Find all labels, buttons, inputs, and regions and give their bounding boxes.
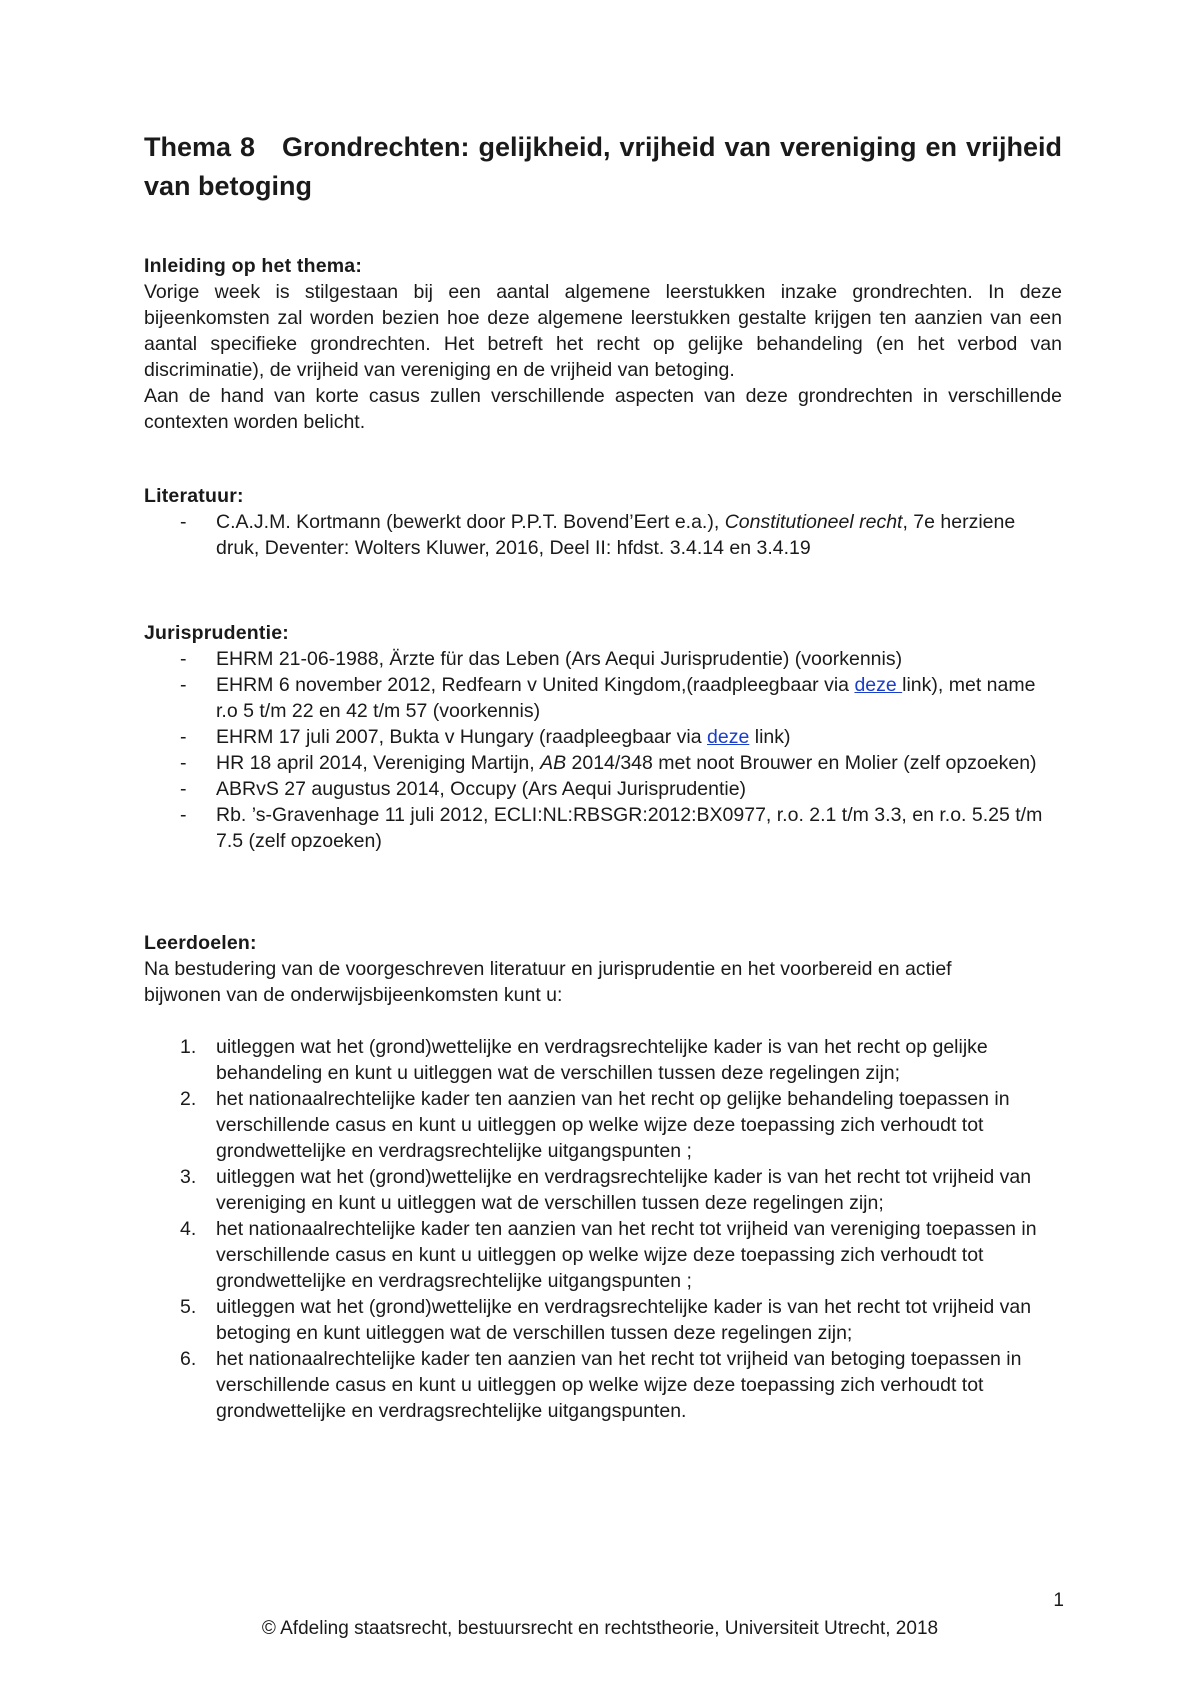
list-item [144, 646, 1062, 672]
redfearn-link[interactable]: deze [854, 674, 903, 696]
list-item [144, 1294, 1062, 1346]
list-item [144, 1164, 1062, 1216]
page-number: 1 [1053, 1590, 1064, 1611]
case-law-section [144, 620, 1062, 854]
list-number: 1. [180, 1036, 197, 1058]
intro-paragraph-1: Vorige week is stilgestaan bij een aantal algemene leerstukken inzake grondrechten. In deze bijeenkomsten zal worden bezien hoe deze algemene leerstukken gestalte krijgen ten aanzien van een aantal specifieke grondrechten. Het betreft het recht op gelijke behandeling (en het verbod van discriminatie), de vrijheid van vereniging en de vrijheid van betoging. [144, 281, 1062, 381]
case-text: EHRM 21-06-1988, Ärzte für das Leben (Ars Aequi Jurisprudentie) (voorkennis) [216, 648, 903, 670]
case-text-rest: 2014/348 met noot Brouwer en Molier (zelf opzoeken) [566, 752, 1037, 774]
book-title: Constitutioneel recht [724, 511, 903, 533]
list-item [144, 509, 1062, 561]
list-number: 3. [180, 1166, 197, 1188]
list-item [144, 802, 1062, 854]
list-number: 5. [180, 1296, 197, 1318]
goal-text: het nationaalrechtelijke kader ten aanzien van het recht tot vrijheid van vereniging toepassen in verschillende casus en kunt u uitleggen op welke wijze deze toepassing zich verhoudt tot grondwettelijke en verdragsrechtelijke uitgangspunten ; [216, 1218, 1037, 1292]
intro-paragraph-2: Aan de hand van korte casus zullen verschillende aspecten van deze grondrechten in verschillende contexten worden belicht. [144, 385, 1062, 433]
learning-goals-intro: Na bestudering van de voorgeschreven literatuur en jurisprudentie en het voorbereid en actief bijwonen van de onderwijsbijeenkomsten kunt u: [144, 958, 952, 1006]
case-text: ABRvS 27 augustus 2014, Occupy (Ars Aequi Jurisprudentie) [216, 778, 747, 800]
case-text: EHRM 6 november 2012, Redfearn v United Kingdom,(raadpleegbaar via [216, 674, 855, 696]
case-text: EHRM 17 juli 2007, Bukta v Hungary (raadpleegbaar via [216, 726, 708, 748]
learning-goals-list [144, 1034, 1062, 1424]
title-theme-subject: Grondrechten: gelijkheid, vrijheid van vereniging en vrijheid van betoging [144, 132, 1062, 201]
intro-heading: Inleiding op het thema: [144, 255, 363, 277]
case-law-heading: Jurisprudentie: [144, 622, 289, 644]
list-dash: - [180, 752, 187, 774]
learning-goals-heading: Leerdoelen: [144, 932, 257, 954]
goal-text: het nationaalrechtelijke kader ten aanzien van het recht op gelijke behandeling toepassen in verschillende casus en kunt u uitleggen op welke wijze deze toepassing zich verhoudt tot grondwettelijke en verdragsrechtelijke uitgangspunten ; [216, 1088, 1010, 1162]
list-item [144, 672, 1062, 724]
goal-text: uitleggen wat het (grond)wettelijke en verdragsrechtelijke kader is van het recht op gelijke behandeling en kunt u uitleggen wat de verschillen tussen deze regelingen zijn; [216, 1036, 988, 1084]
list-item [144, 750, 1062, 776]
list-number: 2. [180, 1088, 197, 1110]
literature-text-rest: , 7e herziene druk, Deventer: Wolters Kluwer, 2016, Deel II: hfdst. 3.4.14 en 3.4.19 [216, 511, 1016, 559]
case-law-list [144, 646, 1062, 854]
title-theme-number: Thema 8 [144, 132, 256, 162]
case-text: Rb. ’s-Gravenhage 11 juli 2012, ECLI:NL:RBSGR:2012:BX0977, r.o. 2.1 t/m 3.3, en r.o. 5.25 t/m 7.5 (zelf opzoeken) [216, 804, 1043, 852]
goal-text: uitleggen wat het (grond)wettelijke en verdragsrechtelijke kader is van het recht tot vrijheid van betoging en kunt uitleggen wat de verschillen tussen deze regelingen zijn; [216, 1296, 1032, 1344]
list-item [144, 1034, 1062, 1086]
case-text-rest: link) [749, 726, 791, 748]
list-dash: - [180, 648, 187, 670]
bukta-link[interactable]: deze [707, 726, 750, 748]
intro-section [144, 253, 1062, 435]
list-dash: - [180, 726, 187, 748]
learning-goals-section [144, 930, 1062, 1424]
footer-copyright: © Afdeling staatsrecht, bestuursrecht en rechtstheorie, Universiteit Utrecht, 2018 [261, 1618, 939, 1639]
literature-heading: Literatuur: [144, 485, 244, 507]
case-text: HR 18 april 2014, Vereniging Martijn, [216, 752, 541, 774]
page-title [144, 128, 1062, 206]
goal-text: het nationaalrechtelijke kader ten aanzien van het recht tot vrijheid van betoging toepassen in verschillende casus en kunt u uitleggen op welke wijze deze toepassing zich verhoudt tot grondwettelijke en verdragsrechtelijke uitgangspunten. [216, 1348, 1022, 1422]
list-number: 6. [180, 1348, 197, 1370]
goal-text: uitleggen wat het (grond)wettelijke en verdragsrechtelijke kader is van het recht tot vrijheid van vereniging en kunt u uitleggen wat de verschillen tussen deze regelingen zijn; [216, 1166, 1032, 1214]
list-item [144, 1086, 1062, 1164]
list-item [144, 1346, 1062, 1424]
literature-list [144, 509, 1062, 561]
literature-text: C.A.J.M. Kortmann (bewerkt door P.P.T. Bovend’Eert e.a.), [216, 511, 725, 533]
literature-section [144, 483, 1062, 561]
list-number: 4. [180, 1218, 197, 1240]
list-dash: - [180, 674, 187, 696]
case-text-rest: link), met name r.o 5 t/m 22 en 42 t/m 57 (voorkennis) [216, 674, 1036, 722]
list-item [144, 724, 1062, 750]
list-dash: - [180, 778, 187, 800]
list-dash: - [180, 511, 187, 533]
list-dash: - [180, 804, 187, 826]
list-item [144, 776, 1062, 802]
list-item [144, 1216, 1062, 1294]
journal-abbreviation: AB [540, 752, 567, 774]
